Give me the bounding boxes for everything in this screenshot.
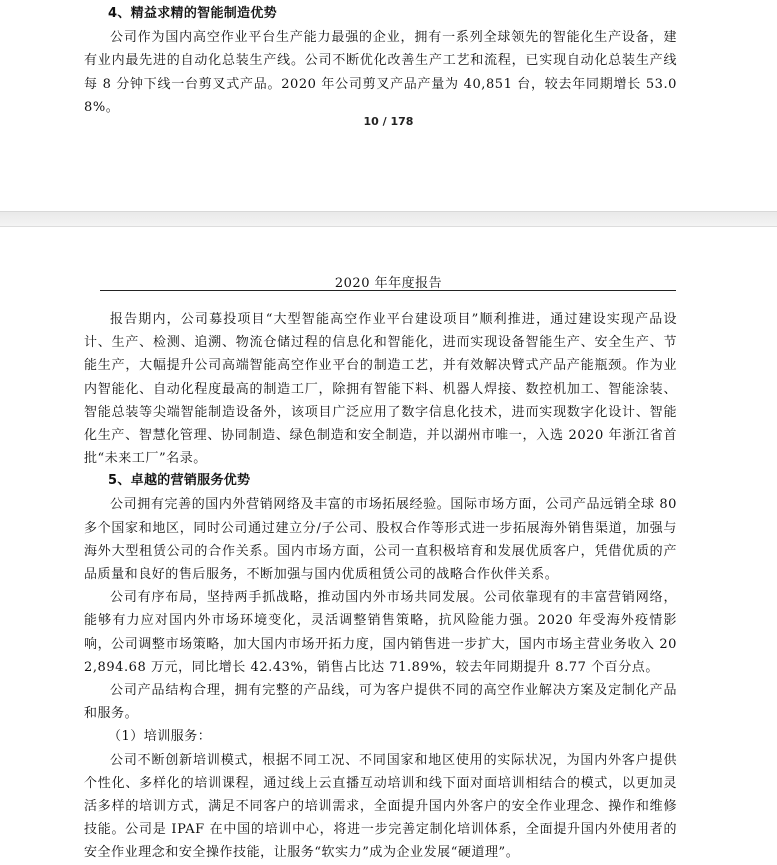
document-page-top bbox=[0, 0, 777, 212]
document-page-bottom bbox=[0, 226, 777, 861]
paragraph-marketing-network: 公司拥有完善的国内外营销网络及丰富的市场拓展经验。国际市场方面，公司产品远销全球 80 多个国家和地区，同时公司通过建立分/子公司、股权合作等形式进一步拓展海外销售渠道，加强与海外大型租赁公司的合作关系。国内市场方面，公司一直积极培育和发展优质客户，凭借优质的产品质量和良好的售后服务，不断加强与国内优质租赁公司的战略合作伙伴关系。 bbox=[84, 497, 677, 583]
report-header-title: 2020 年年度报告 bbox=[334, 276, 443, 291]
page-bottom-content bbox=[84, 308, 677, 865]
section-heading-intelligent-manufacturing: 4、精益求精的智能制造优势 bbox=[108, 6, 277, 21]
paragraph-product-structure: 公司产品结构合理，拥有完整的产品线，可为客户提供不同的高空作业解决方案及定制化产品和服务。 bbox=[84, 683, 677, 722]
paragraph-intelligent-manufacturing: 公司作为国内高空作业平台生产能力最强的企业，拥有一系列全球领先的智能化生产设备，建有业内最先进的自动化总装生产线。公司不断优化改善生产工艺和流程，已实现自动化总装生产线每 8 分钟下线一台剪叉式产品。2020 年公司剪叉产品产量为 40,851 台，较去年同期增长 53.08%。 bbox=[84, 30, 677, 115]
page-separator bbox=[0, 212, 777, 226]
header-divider bbox=[100, 290, 676, 291]
page-top-content bbox=[84, 4, 677, 119]
section-heading-marketing-service: 5、卓越的营销服务优势 bbox=[108, 473, 251, 489]
sub-item-training-service: （1）培训服务： bbox=[108, 729, 212, 745]
paragraph-fundraising-project: 报告期内，公司募投项目“大型智能高空作业平台建设项目”顺利推进，通过建设实现产品设计、生产、检测、追溯、物流仓储过程的信息化和智能化，进而实现设备智能生产、安全生产、节能生产，大幅提升公司高端智能高空作业平台的制造工艺，并有效解决臂式产品产能瓶颈。作为业内智能化、自动化程度最高的制造工厂，除拥有智能下料、机器人焊接、数控机加工、智能涂装、智能总装等尖端智能制造设备外，该项目广泛应用了数字信息化技术，进而实现数字化设计、智能化生产、智慧化管理、协同制造、绿色制造和安全制造，并以湖州市唯一，入选 2020 年浙江省首批“未来工厂”名录。 bbox=[84, 312, 677, 467]
paragraph-market-strategy: 公司有序布局，坚持两手抓战略，推动国内外市场共同发展。公司依靠现有的丰富营销网络，能够有力应对国内外市场环境变化，灵活调整销售策略，抗风险能力强。2020 年受海外疫情影响，公司调整市场策略，加大国内市场开拓力度，国内销售进一步扩大，国内市场主营业务收入 202,894.68 万元，同比增长 42.43%，销售占比达 71.89%，较去年同期提升 8.77 个百分点。 bbox=[84, 590, 677, 675]
paragraph-training-service: 公司不断创新培训模式，根据不同工况、不同国家和地区使用的实际状况，为国内外客户提供个性化、多样化的培训课程，通过线上云直播互动培训和线下面对面培训相结合的模式，以更加灵活多样的培训方式，满足不同客户的培训需求，全面提升国内外客户的安全作业理念、操作和维修技能。公司是 IPAF 在中国的培训中心，将进一步完善定制化培训体系，全面提升国内外使用者的安全作业理念和安全操作技能，让服务“软实力”成为企业发展“硬道理”。 bbox=[84, 752, 677, 861]
page-number: 10 / 178 bbox=[363, 115, 414, 128]
